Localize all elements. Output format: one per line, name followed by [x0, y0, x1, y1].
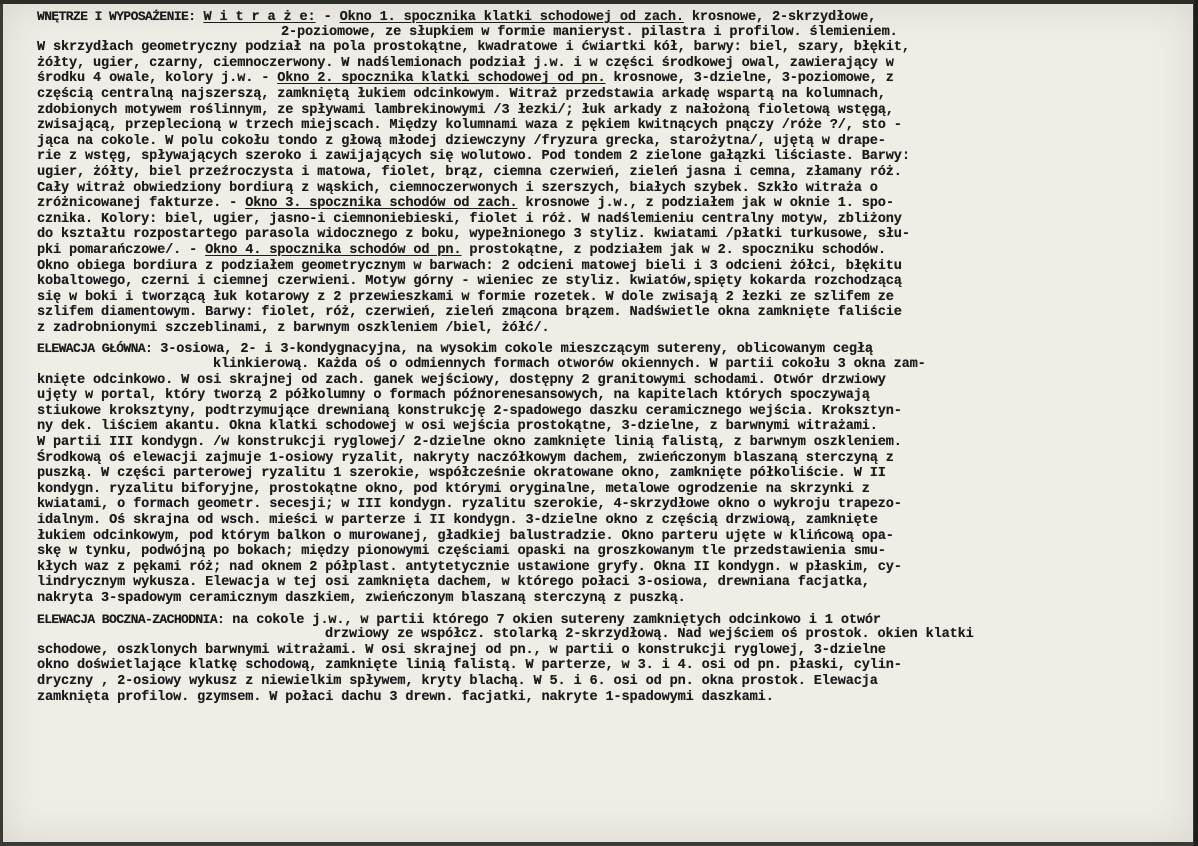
- text-line: idalnym. Oś skrajna od wsch. mieści w parterze i II kondygn. 3-dzielne okno z częścią drzwiową, zamknięte: [37, 513, 878, 528]
- text-line: 2-poziomowe, ze słupkiem w formie manieryst. pilastra i profilow. ślemieniem.: [281, 24, 898, 40]
- section-heading-main-elevation: ELEWACJA GŁÓWNA:: [37, 341, 153, 357]
- text-line: ny dek. liściem akantu. Okna klatki schodowej w osi wejścia prostokątne, 3-dzielne, z barwnymi witrażami.: [37, 419, 878, 435]
- window-2-title: Okno 2. spocznika klatki schodowej od pn.: [277, 71, 606, 87]
- text-line: nakryta 3-spadowym ceramicznym daszkiem, zwieńczonym blaszaną sterczyną z puszką.: [37, 590, 686, 606]
- text-line: Cały witraż obwiedziony bordiurą z wąskich, ciemnoczerwonych i szerszych, białych szybek. Szkło witraża o: [37, 180, 878, 196]
- text-line: stiukowe kroksztyny, podtrzymujące drewnianą konstrukcję 2-spadowego daszku ceramicznego wejścia. Kroksztyn-: [37, 403, 902, 419]
- text-line: z zadrobnionymi szczeblinami, z barwnym oszkleniem /biel, żółć/.: [37, 320, 550, 336]
- section-interior: [37, 9, 1177, 336]
- text-line: częścią centralną najszerszą, zamkniętą łukiem odcinkowym. Witraż przedstawia arkadę wspartą na kolumnach,: [37, 86, 886, 102]
- section-heading-side-elevation: ELEWACJA BOCZNA-ZACHODNIA:: [37, 611, 225, 627]
- text-line: kobaltowego, czerni i ciemnej czerwieni. Motyw górny - wieniec ze styliz. kwiatów,spięty kokarda rozchodzącą: [37, 274, 902, 290]
- text-line: pki pomarańczowe/. - Okno 4. spocznika schodów od pn. prostokątne, z podziałem jak w 2. spoczniku schodów.: [37, 242, 886, 258]
- text-line: zamknięta profilow. gzymsem. W połaci dachu 3 drewn. facjatki, nakryte 1-spadowymi daszkami.: [37, 689, 774, 705]
- document-body: [37, 9, 1177, 705]
- text-line: zróżnicowanej fakturze. - Okno 3. spocznika schodów od zach. krosnowe j.w., z podziałem jak w oknie 1. spo-: [37, 196, 894, 212]
- text-line: środku 4 owale, kolory j.w. - Okno 2. spocznika klatki schodowej od pn. krosnowe, 3-dzielne, 3-poziomowe, z: [37, 71, 894, 87]
- subheading-stained-glass: W i t r a ż e:: [203, 10, 316, 25]
- section-main-elevation: [37, 341, 1177, 606]
- text-line: Okno obiega bordiura z podziałem geometrycznym w barwach: 2 odcieni matowej bieli i 3 odcieni żółci, błękitu: [37, 258, 902, 274]
- scan-right-edge: [1194, 0, 1198, 846]
- text-line: lindrycznym wykusza. Elewacja w tej osi zamknięta dachem, w którego połaci 3-osiowa, drewniana facjatka,: [37, 575, 870, 591]
- window-1-title: Okno 1. spocznika klatki schodowej od zach.: [339, 10, 684, 25]
- window-4-title: Okno 4. spocznika schodów od pn.: [205, 242, 462, 258]
- text-line: się w boki i tworzącą łuk kotarowy z 2 przewieszkami w formie rozetek. W dole zwisają 2 łezki ze szlifem ze: [37, 289, 894, 305]
- text-line: ugier, żółty, biel przeźroczysta i matowa, fiolet, brąz, ciemna czerwień, zieleń jasna i cemna, złamany róż.: [37, 164, 902, 180]
- text-line: okno doświetlające klatkę schodową, zamknięte linią falistą. W parterze, w 3. i 4. osi od pn. płaski, cylin-: [37, 658, 902, 674]
- text-line: WNĘTRZE I WYPOSAŻENIE: W i t r a ż e: - Okno 1. spocznika klatki schodowej od zach. krosnowe, 2-skrzydłowe,: [37, 9, 877, 25]
- text-line: drzwiowy ze współcz. stolarką 2-skrzydłową. Nad wejściem oś prostok. okien klatki: [325, 627, 974, 643]
- text-line: kwiatami, o formach geometr. secesji; w III kondygn. ryzalitu szerokie, 4-skrzydłowe okno o wykroju trapezo-: [37, 497, 902, 513]
- text-line: zwisającą, przeplecioną w trzech miejscach. Między kolumnami waza z pękiem kwitnących pnączy /róże ?/, sto -: [37, 118, 902, 134]
- text-line: żółty, ugier, czarny, ciemnoczerwony. W nadślemionach podział j.w. i w części środkowej owal, zawierający w: [37, 55, 894, 71]
- text-line: knięte odcinkowo. W osi skrajnej od zach. ganek wejściowy, dostępny 2 granitowymi schodami. Otwór drzwiowy: [37, 372, 886, 388]
- text-line: do kształtu rozpostartego parasola widocznego z boku, wypełnionego 3 styliz. kwiatami /płatki turkusowe, słu-: [37, 227, 910, 243]
- text-line: cznika. Kolory: biel, ugier, jasno-i ciemnoniebieski, fiolet i róż. W nadślemieniu centralny motyw, zbliżony: [37, 211, 902, 227]
- text-line: skę w tynku, podwójną po bokach; między pionowymi częściami opaski na groszkowanym tle przedstawienia smu-: [37, 544, 886, 560]
- text-line: ujęty w portal, który tworzą 2 półkolumny o formach późnorenesansowych, na kapitelach których spoczywają: [37, 388, 870, 404]
- section-heading-interior: WNĘTRZE I WYPOSAŻENIE:: [37, 9, 196, 24]
- text-line: kłych waz z pękami róż; nad oknem 2 półplast. antytetycznie ustawione gryfy. Okna II kondygn. w płaskim, cy-: [37, 559, 902, 575]
- text-line: łukiem odcinkowym, pod którym balkon o murowanej, gładkiej balustradzie. Okno parteru ujęte w klińcową opa-: [37, 528, 894, 544]
- text-line: klinkierową. Każda oś o odmiennych formach otworów okiennych. W partii cokołu 3 okna zam-: [213, 357, 926, 373]
- text-line: dryczny , 2-osiowy wykusz z niewielkim spływem, kryty blachą. W 5. i 6. osi od pn. okna prostok. Elewacja: [37, 673, 878, 689]
- text-line: puszką. W części parterowej ryzalitu 1 szerokie, współcześnie okratowane okno, zamknięte półkoliście. W II: [37, 466, 886, 482]
- text-line: ELEWACJA BOCZNA-ZACHODNIA: na cokole j.w., w partii którego 7 okien sutereny zamkniętych odcinkowo i 1 otwór: [37, 611, 881, 628]
- typewritten-page: [3, 4, 1193, 842]
- text-line: szlifem diamentowym. Barwy: fiolet, róż, czerwień, zieleń zmącona brązem. Nadświetle okna zamknięte faliście: [37, 305, 902, 321]
- text-line: schodowe, oszklonych barwnymi witrażami. W osi skrajnej od pn., w partii o konstrukcji ryglowej, 3-dzielne: [37, 642, 886, 658]
- text-line: kondygn. ryzalitu biforyjne, prostokątne okno, pod którymi oryginalne, metalowe ogrodzenie na skrzynki z: [37, 481, 870, 497]
- text-line: rie z wstęg, spływających szeroko i zawijających się wolutowo. Pod tondem 2 zielone gałązki liściaste. Barwy:: [37, 149, 910, 165]
- window-3-title: Okno 3. spocznika schodów od zach.: [245, 196, 518, 212]
- text-line: W skrzydłach geometryczny podział na pola prostokątne, kwadratowe i ćwiartki kół, barwy: biel, szary, błękit,: [37, 40, 910, 56]
- text-line: ELEWACJA GŁÓWNA: 3-osiowa, 2- i 3-kondygnacyjna, na wysokim cokole mieszczącym sutereny, oblicowanym cegłą: [37, 341, 873, 358]
- text-line: zdobionych motywem roślinnym, ze spływami lambrekinowymi /3 łezki/; łuk arkady z nałożoną fioletową wstęgą,: [37, 102, 894, 118]
- section-side-elevation-west: [37, 612, 1177, 706]
- text-line: Środkową oś elewacji zajmuje 1-osiowy ryzalit, nakryty naczółkowym dachem, zwieńczonym blaszaną sterczyną z: [37, 450, 894, 466]
- text-line: W partii III kondygn. /w konstrukcji ryglowej/ 2-dzielne okno zamknięte linią falistą, z barwnym oszkleniem.: [37, 435, 902, 451]
- text-line: jąca na cokole. W polu cokołu tondo z głową młodej dziewczyny /fryzura grecka, starożytna/, ujętą w drape-: [37, 133, 886, 149]
